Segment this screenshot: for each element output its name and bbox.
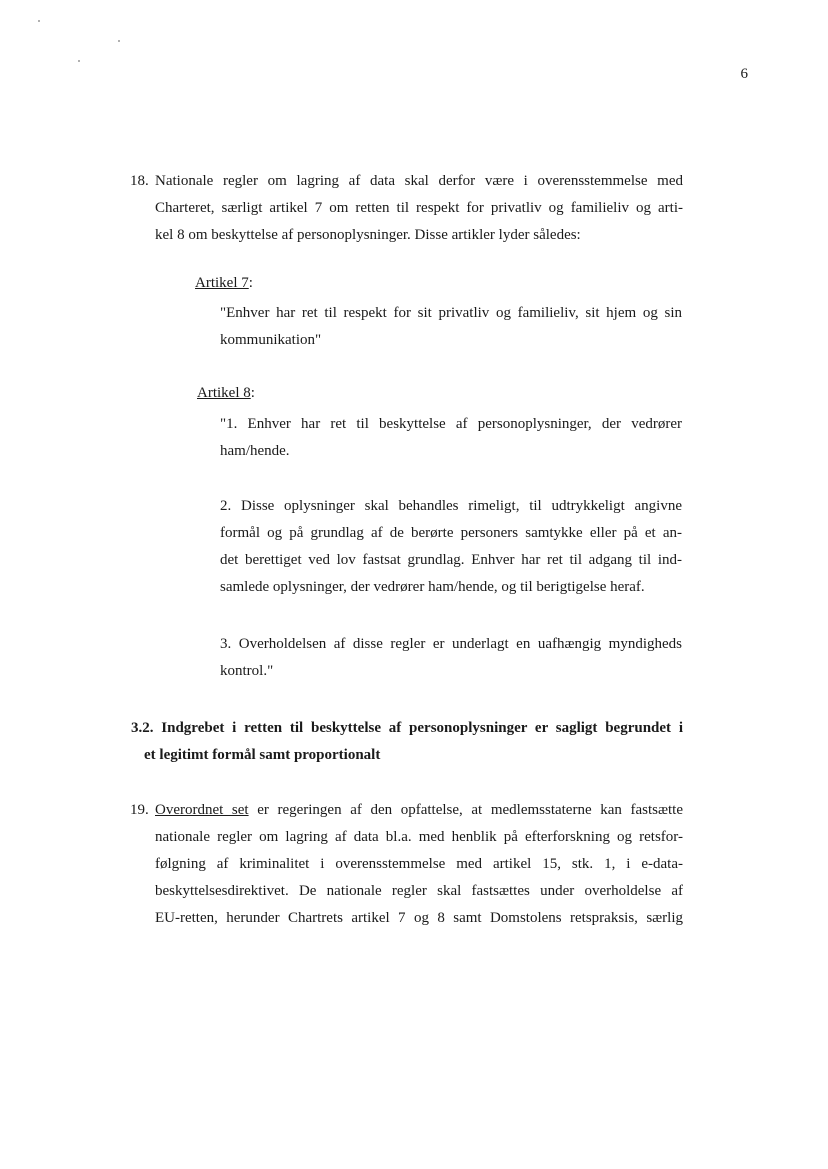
- article-8-paragraph-3: [220, 631, 682, 685]
- paragraph-number: 18.: [130, 173, 149, 189]
- page-number: 6: [740, 66, 748, 82]
- article-8-paragraph-2: [220, 493, 682, 601]
- section-heading-3-2: [131, 715, 683, 769]
- quote-line: "1. Enhver har ret til beskyttelse af personoplysninger, der vedrører: [220, 416, 682, 432]
- article-8-heading: [197, 385, 255, 402]
- quote-line: kommunikation": [220, 332, 322, 348]
- article-7-heading: [195, 275, 253, 292]
- scan-speck: [118, 40, 120, 42]
- quote-line: formål og på grundlag af de berørte personers samtykke eller på et an-: [220, 525, 682, 541]
- quote-line: "Enhver har ret til respekt for sit privatliv og familieliv, sit hjem og sin: [220, 305, 682, 321]
- quote-line: kontrol.": [220, 663, 274, 679]
- article-7-quote: [220, 300, 682, 354]
- paragraph-line: Charteret, særligt artikel 7 om retten til respekt for privatliv og familieliv og arti-: [155, 200, 683, 216]
- underlined-phrase: Overordnet set: [155, 802, 249, 818]
- paragraph-line: kel 8 om beskyttelse af personoplysninger. Disse artikler lyder således:: [155, 227, 581, 243]
- heading-colon: :: [248, 275, 253, 291]
- paragraph-19: [130, 797, 683, 932]
- quote-line: 2. Disse oplysninger skal behandles rimeligt, til udtrykkeligt angivne: [220, 498, 682, 514]
- paragraph-line: EU-retten, herunder Chartrets artikel 7 og 8 samt Domstolens retspraksis, særlig: [155, 910, 683, 926]
- quote-line: ham/hende.: [220, 443, 290, 459]
- paragraph-number: 19.: [130, 802, 149, 818]
- quote-line: det berettiget ved lov fastsat grundlag. Enhver har ret til adgang til ind-: [220, 552, 682, 568]
- article-8-paragraph-1: [220, 411, 682, 465]
- scan-speck: [38, 20, 40, 22]
- quote-line: 3. Overholdelsen af disse regler er underlagt en uafhængig myndigheds: [220, 636, 682, 652]
- paragraph-line: [155, 797, 683, 824]
- section-heading-line: 3.2. Indgrebet i retten til beskyttelse af personoplysninger er sagligt begrundet i: [131, 720, 683, 736]
- quote-line: samlede oplysninger, der vedrører ham/hende, og til berigtigelse heraf.: [220, 579, 645, 595]
- section-heading-line: et legitimt formål samt proportionalt: [144, 747, 381, 763]
- article-8-heading-text: Artikel 8: [197, 385, 251, 401]
- article-7-heading-text: Artikel 7: [195, 275, 249, 291]
- paragraph-line: nationale regler om lagring af data bl.a. med henblik på efterforskning og retsfor-: [155, 829, 683, 845]
- line-rest: er regeringen af den opfattelse, at medlemsstaterne kan fastsætte: [248, 802, 683, 818]
- paragraph-18: [130, 168, 683, 249]
- paragraph-line: følgning af kriminalitet i overensstemmelse med artikel 15, stk. 1, i e-data-: [155, 856, 683, 872]
- scan-speck: [78, 60, 80, 62]
- paragraph-line: Nationale regler om lagring af data skal derfor være i overensstemmelse med: [155, 173, 683, 189]
- paragraph-line: beskyttelsesdirektivet. De nationale regler skal fastsættes under overholdelse af: [155, 883, 683, 899]
- heading-colon: :: [250, 385, 255, 401]
